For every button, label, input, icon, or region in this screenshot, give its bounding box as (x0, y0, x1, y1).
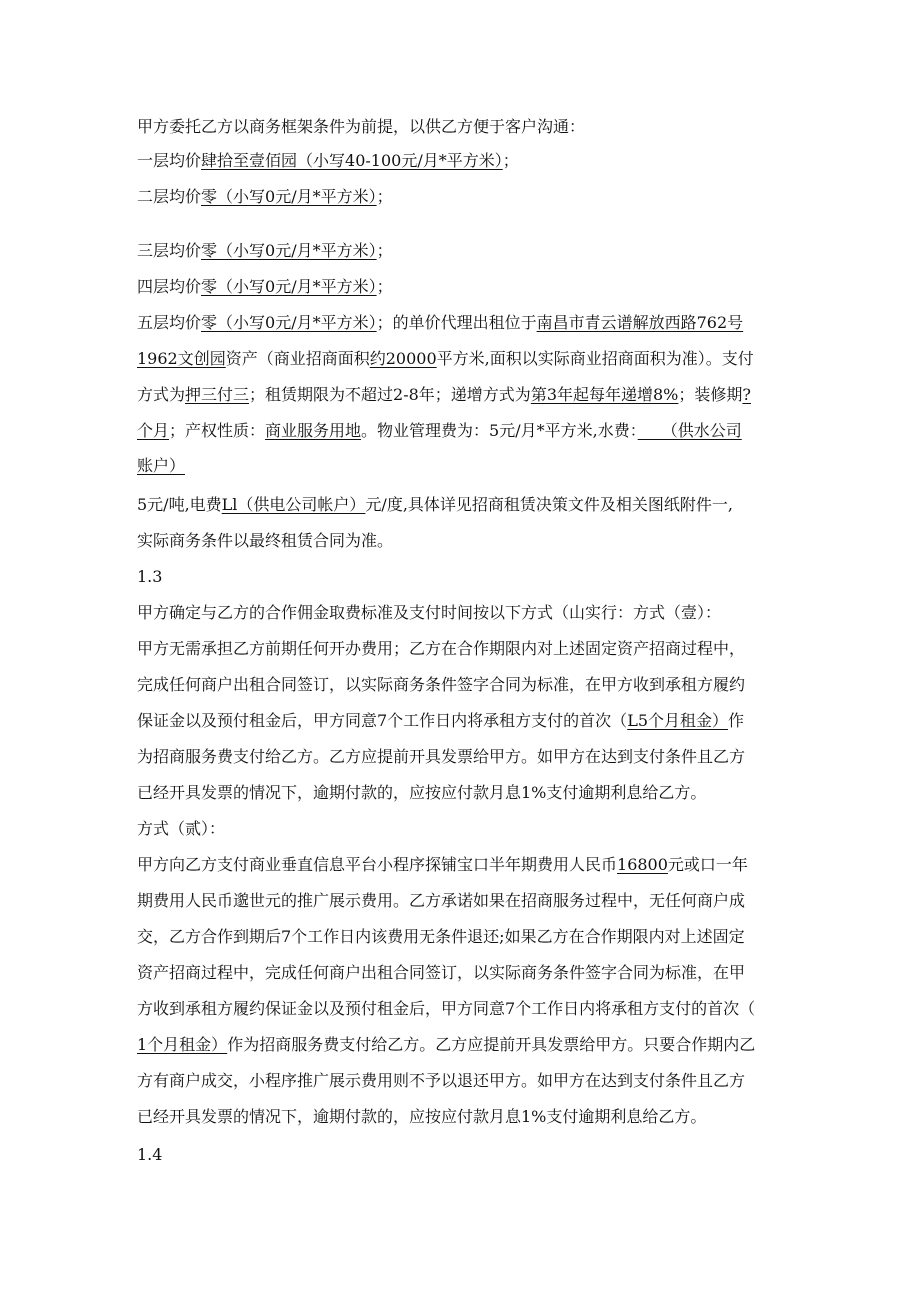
text-segment: 5元/吨,电费 (137, 495, 222, 514)
text-segment: ；产权性质： (169, 421, 266, 440)
text-line (137, 603, 721, 623)
underlined-field: 零（小写0元/月*平方米） (201, 187, 377, 206)
text-segment: ； (376, 277, 393, 296)
text-segment: 元/度,具体详见招商租赁决策文件及相关图纸附件一, (365, 495, 733, 514)
text-segment: 保证金以及预付租金后，甲方同意7个工作日内将承租方支付的首次（ (137, 711, 628, 730)
text-segment: ；装修期 (678, 385, 743, 404)
text-line (137, 277, 393, 297)
text-line (137, 1071, 745, 1091)
underlined-field: 零（小写0元/月*平方米） (201, 241, 377, 260)
text-line (137, 999, 755, 1019)
underlined-field: L5个月租金） (627, 711, 728, 730)
text-segment: 三层均价 (137, 241, 202, 260)
underlined-field: 零（小写0元/月*平方米） (201, 313, 377, 332)
text-line (137, 151, 519, 171)
text-segment: ； (502, 151, 519, 170)
text-line (137, 747, 745, 767)
text-line (137, 567, 162, 587)
text-line (137, 1035, 755, 1055)
text-line (137, 819, 225, 839)
text-segment: 期费用人民币邈世元的推广展示费用。乙方承诺如果在招商服务过程中，无任何商户成 (137, 891, 746, 910)
text-line (137, 187, 393, 207)
underlined-field: 南昌市青云谱解放西路762号 (536, 313, 744, 332)
text-segment: 方收到承租方履约保证金以及预付租金后，甲方同意7个工作日内将承租方支付的首次（ (137, 999, 756, 1018)
text-segment: 甲方委托乙方以商务框架条件为前提，以供乙方便于客户沟通： (137, 117, 586, 136)
text-line (137, 531, 393, 551)
text-segment: 四层均价 (137, 277, 202, 296)
text-segment: 1.3 (137, 567, 163, 586)
underlined-field: ? (742, 385, 751, 404)
underlined-field: 零（小写0元/月*平方米） (201, 277, 377, 296)
text-line (137, 456, 185, 476)
text-line (137, 241, 393, 261)
text-segment: 已经开具发票的情况下，逾期付款的，应按应付款月息1%支付逾期利息给乙方。 (137, 783, 707, 802)
text-line (137, 495, 733, 515)
text-segment: 二层均价 (137, 187, 202, 206)
underlined-field: 账户） (137, 456, 186, 475)
text-line (137, 927, 745, 947)
text-line (137, 117, 585, 137)
text-segment: ；租赁期限为不超过2-8年；递增方式为 (249, 385, 531, 404)
underlined-field: 商业服务用地 (265, 421, 362, 440)
text-segment: 方式为 (137, 385, 186, 404)
text-segment: 交，乙方合作到期后7个工作日内该费用无条件退还;如果乙方在合作期限内对上述固定 (137, 927, 745, 946)
text-segment: 甲方确定与乙方的合作佣金取费标准及支付时间按以下方式（山实行：方式（壹）： (137, 603, 722, 622)
text-segment: 1.4 (137, 1145, 163, 1164)
text-segment: 。物业管理费为：5元/月*平方米,水费： (361, 421, 638, 440)
text-segment: 已经开具发票的情况下，逾期付款的，应按应付款月息1%支付逾期利息给乙方。 (137, 1107, 707, 1126)
text-segment: 元或口一年 (667, 855, 748, 874)
text-line (137, 639, 745, 659)
text-segment: 甲方向乙方支付商业垂直信息平台小程序探铺宝口半年期费用人民币 (137, 855, 618, 874)
text-line (137, 1145, 162, 1165)
text-segment: 资产招商过程中，完成任何商户出租合同签订，以实际商务条件签字合同为标准，在甲 (137, 963, 746, 982)
text-line (137, 711, 744, 731)
text-line (137, 855, 748, 875)
underlined-field: 肆拾至壹佰园（小写40-100元/月*平方米） (201, 151, 503, 170)
text-segment: 作 (728, 711, 745, 730)
underlined-field: 16800 (617, 855, 668, 874)
text-segment: ； (376, 241, 393, 260)
text-segment: 甲方无需承担乙方前期任何开办费用；乙方在合作期限内对上述固定资产招商过程中， (137, 639, 746, 658)
text-segment: 平方米,面积以实际商业招商面积为准）。支付 (436, 349, 754, 368)
text-line (137, 1107, 706, 1127)
text-segment: 一层均价 (137, 151, 202, 170)
underlined-field: 押三付三 (185, 385, 250, 404)
underlined-field: 约20000 (369, 349, 437, 368)
text-line (137, 963, 745, 983)
text-segment: 方式（贰）： (137, 819, 226, 838)
text-line (137, 675, 745, 695)
text-line (137, 783, 706, 803)
text-segment: ； (376, 187, 393, 206)
underlined-field: 第3年起每年递增8% (530, 385, 679, 404)
text-segment: 完成任何商户出租合同签订，以实际商务条件签字合同为标准，在甲方收到承租方履约 (137, 675, 746, 694)
text-line (137, 349, 754, 369)
text-segment: 为招商服务费支付给乙方。乙方应提前开具发票给甲方。如甲方在达到支付条件且乙方 (137, 747, 746, 766)
text-segment: 资产（商业招商面积 (225, 349, 370, 368)
text-segment: 五层均价 (137, 313, 202, 332)
text-segment: ；的单价代理出租位于 (376, 313, 537, 332)
text-segment: 作为招商服务费支付给乙方。乙方应提前开具发票给甲方。只要合作期内乙 (227, 1035, 756, 1054)
underlined-field: 个月 (137, 421, 170, 440)
text-segment: 实际商务条件以最终租赁合同为准。 (137, 531, 394, 550)
text-line (137, 385, 751, 405)
underlined-field: 1962文创园 (137, 349, 226, 368)
text-segment: 方有商户成交，小程序推广展示费用则不予以退还甲方。如甲方在达到支付条件且乙方 (137, 1071, 746, 1090)
text-line (137, 421, 742, 441)
text-line (137, 891, 745, 911)
underlined-field: 1个月租金） (137, 1035, 228, 1054)
underlined-field: Ll（供电公司帐户） (221, 495, 366, 514)
text-line (137, 313, 743, 333)
underlined-field: （供水公司 (637, 421, 742, 440)
